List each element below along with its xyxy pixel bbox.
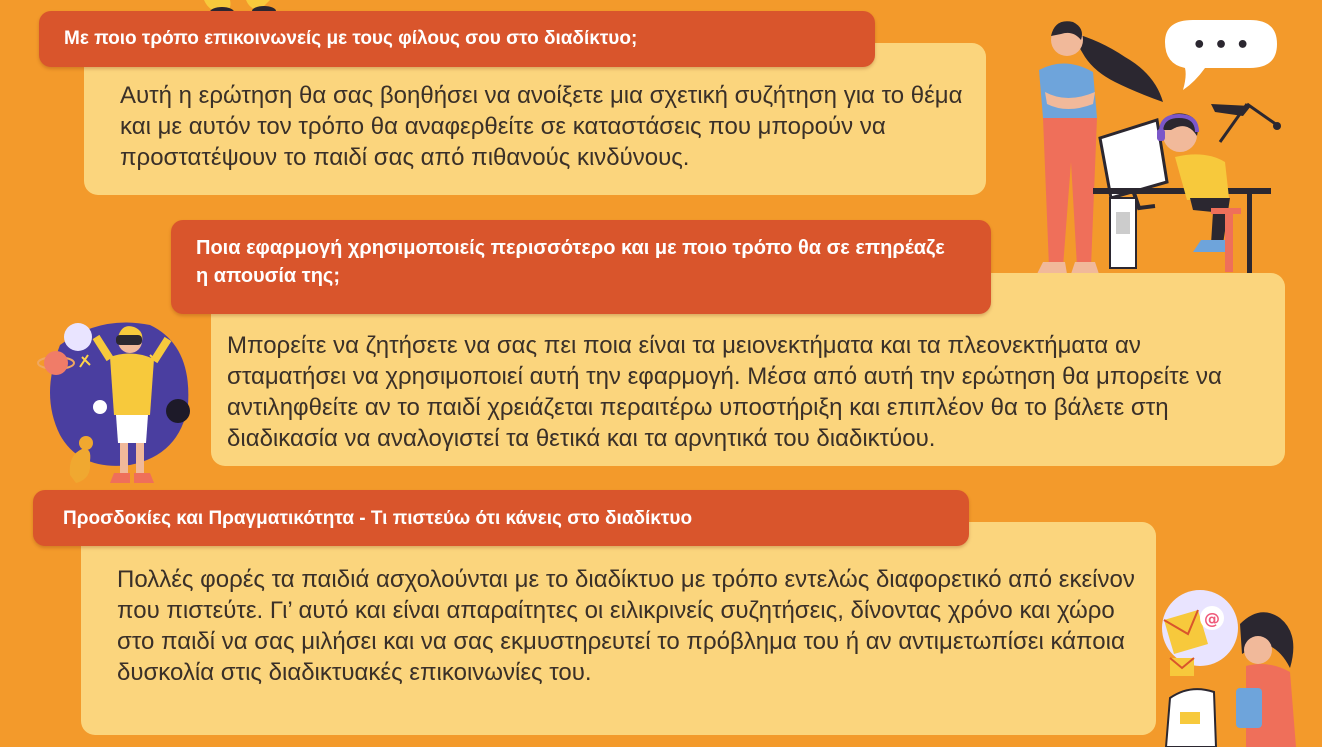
- question-heading-1: [39, 11, 875, 67]
- at-symbol-icon: @: [1204, 609, 1220, 628]
- mother-and-child-at-computer-illustration: [1015, 12, 1300, 277]
- svg-text:• • •: • • •: [1192, 33, 1250, 58]
- answer-text-2: Μπορείτε να ζητήσετε να σας πει ποια είναι τα μειονεκτήματα και τα πλεονεκτήματα αν σταματήσει να χρησιμοποιεί αυτή την εφαρμογή. Μέσα από αυτή την ερώτηση θα μπορείτε να αντιληφθείτε αν το παιδί χρειάζεται περαιτέρω υποστήριξη και επιπλέον θα το βάλετε στη διαδικασία να αναλογιστεί τα θετικά και τα αρνητικά του διαδικτύου.: [227, 332, 1222, 452]
- question-heading-2: [171, 220, 991, 314]
- girl-with-phone-and-email-icons-illustration: [1150, 588, 1300, 747]
- question-text-3: Προσδοκίες και Πραγματικότητα - Τι πιστεύω ότι κάνεις στο διαδίκτυο: [63, 508, 693, 529]
- answer-card-3: [81, 522, 1156, 735]
- question-text-2: Ποια εφαρμογή χρησιμοποιείς περισσότερο και με ποιο τρόπο θα σε επηρέαζε η απουσία της;: [196, 237, 945, 287]
- question-text-1: Με ποιο τρόπο επικοινωνείς με τους φίλους σου στο διαδίκτυο;: [64, 28, 638, 49]
- child-with-vr-headset-illustration: [30, 315, 200, 490]
- answer-text-3: Πολλές φορές τα παιδιά ασχολούνται με το διαδίκτυο με τρόπο εντελώς διαφορετικό από εκείνον που πιστεύτε. Γι’ αυτό και είναι απαραίτητες οι ειλικρινείς συζητήσεις, δίνοντας χρόνο και χώρο στο παιδί να σας μιλήσει και να σας εκμυστηρευτεί το πρόβλημα του ή αν αντιμετωπίσει κάποια δυσκολία στις διαδικτυακές επικοινωνίες του.: [117, 566, 1135, 686]
- answer-text-1: Αυτή η ερώτηση θα σας βοηθήσει να ανοίξετε μια σχετική συζήτηση για το θέμα και με αυτόν τον τρόπο θα αναφερθείτε σε καταστάσεις που μπορούν να προστατέψουν το παιδί σας από πιθανούς κινδύνους.: [120, 82, 963, 171]
- question-heading-3: [33, 490, 969, 546]
